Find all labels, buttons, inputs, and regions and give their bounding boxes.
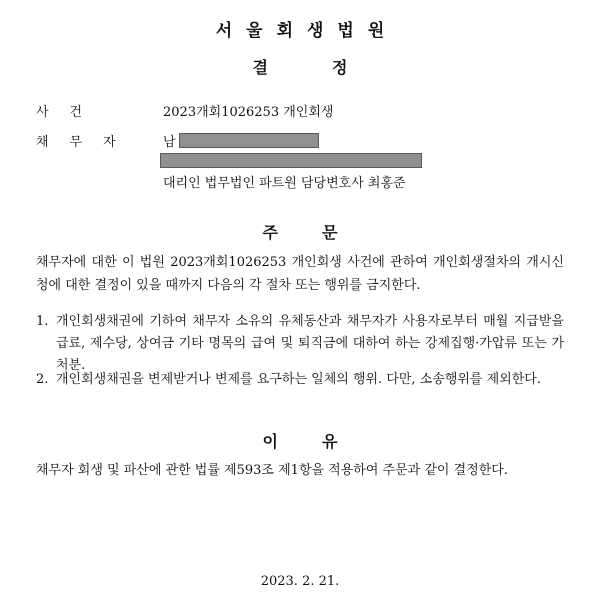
order-item-text: 개인회생채권에 기하여 채무자 소유의 유체동산과 채무자가 사용자로부터 매월 지급받을 급료, 제수당, 상여금 기타 명목의 급여 및 퇴직금에 대하여 하는 강제집행·가압류 또는 가처분. — [56, 314, 564, 373]
order-intro: 채무자에 대한 이 법원 2023개회1026253 개인회생 사건에 관하여 개인회생절차의 개시신청에 대한 결정이 있을 때까지 다음의 각 절차 또는 행위를 금지한다. — [36, 255, 564, 293]
order-item-number: 1. — [36, 314, 49, 329]
decision-date: 2023. 2. 21. — [260, 574, 340, 589]
order-item-number: 2. — [36, 372, 49, 387]
case-label: 사건 — [36, 105, 104, 120]
redacted-debtor-name — [179, 133, 319, 148]
reason-text: 채무자 회생 및 파산에 관한 법률 제593조 제1항을 적용하여 주문과 같이 결정한다. — [36, 463, 508, 478]
case-number: 2023개회1026253 개인회생 — [163, 105, 334, 120]
document-type: 결정 — [252, 58, 412, 77]
debtor-name: 남 — [163, 135, 176, 150]
order-item-1 — [36, 311, 564, 377]
reason-heading: 이유 — [262, 432, 382, 451]
order-item-text: 개인회생채권을 변제받거나 변제를 요구하는 일체의 행위. 다만, 소송행위를 제외한다. — [56, 372, 541, 387]
court-name: 서울회생법원 — [215, 21, 399, 41]
redacted-debtor-address — [160, 153, 422, 168]
debtor-label: 채무자 — [36, 135, 137, 150]
order-heading: 주문 — [262, 223, 382, 242]
order-item-2 — [36, 369, 564, 391]
attorney-line: 대리인 법무법인 파트원 담당변호사 최홍준 — [163, 176, 406, 191]
